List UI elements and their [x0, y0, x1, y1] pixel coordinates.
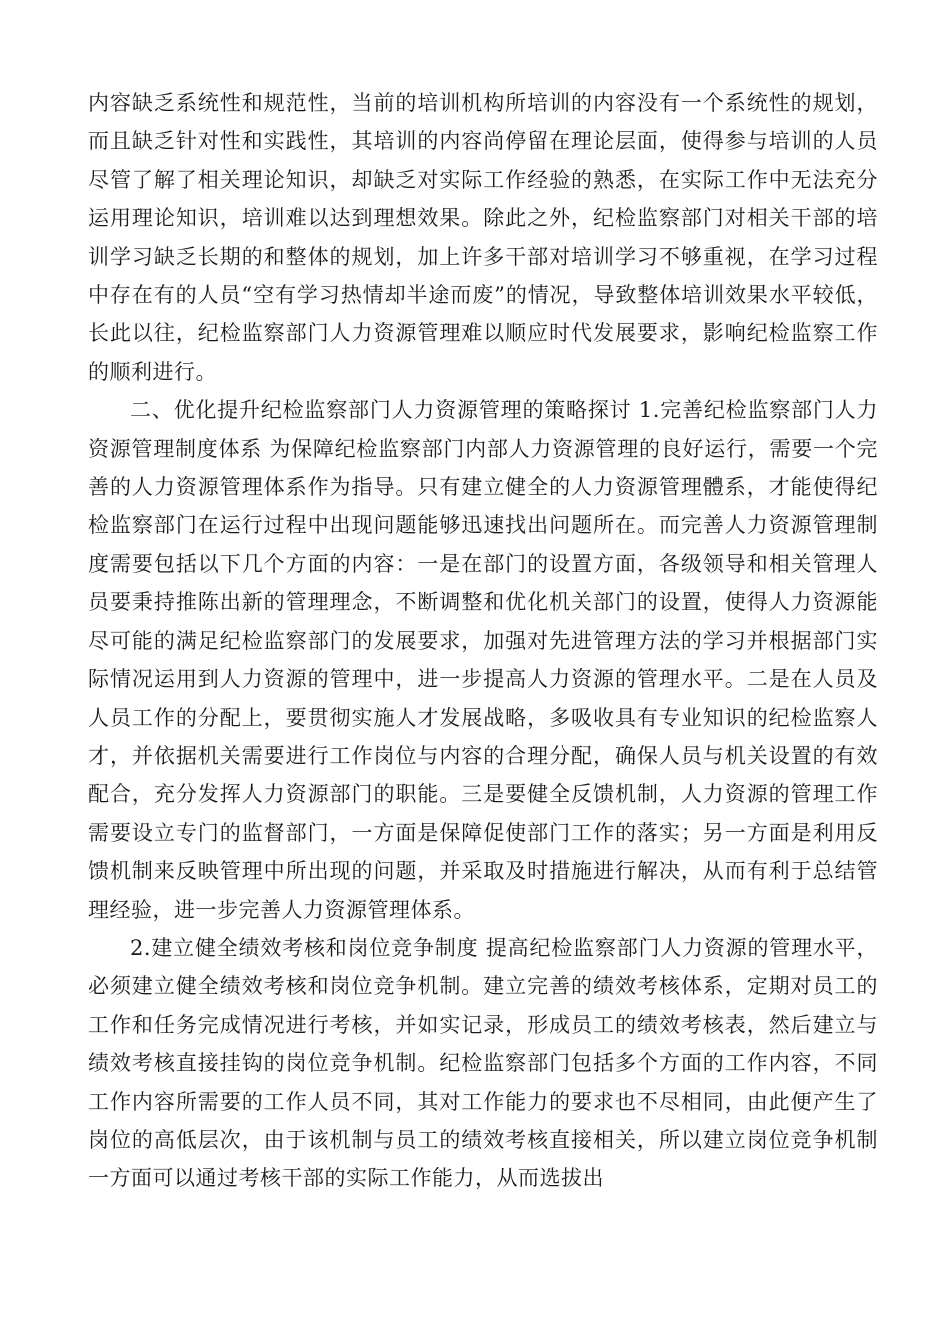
paragraph-section-two: 二、优化提升纪检监察部门人力资源管理的策略探讨 1.完善纪检监察部门人力资源管理制度体系 为保障纪检监察部门内部人力资源管理的良好运行，需要一个完善的人力资源管理体系作为指导。只有建立健全的人力资源管理體系，才能使得纪检监察部门在运行过程中出现问题能够迅速找出问题所在。而完善人力资源管理制度需要包括以下几个方面的内容：一是在部门的设置方面，各级领导和相关管理人员要秉持推陈出新的管理理念，不断调整和优化机关部门的设置，使得人力资源能尽可能的满足纪检监察部门的发展要求，加强对先进管理方法的学习并根据部门实际情况运用到人力资源的管理中，进一步提高人力资源的管理水平。二是在人员及人员工作的分配上，要贯彻实施人才发展战略，多吸收具有专业知识的纪检监察人才，并依据机关需要进行工作岗位与内容的合理分配，确保人员与机关设置的有效配合，充分发挥人力资源部门的职能。三是要健全反馈机制，人力资源的管理工作需要设立专门的监督部门，一方面是保障促使部门工作的落实；另一方面是利用反馈机制来反映管理中所出现的问题，并采取及时措施进行解决，从而有利于总结管理经验，进一步完善人力资源管理体系。: [88, 398, 878, 922]
paragraph-continuation: 内容缺乏系统性和规范性，当前的培训机构所培训的内容没有一个系统性的规划，而且缺乏针对性和实践性，其培训的内容尚停留在理论层面，使得参与培训的人员尽管了解了相关理论知识，却缺乏对实际工作经验的熟悉，在实际工作中无法充分运用理论知识，培训难以达到理想效果。除此之外，纪检监察部门对相关干部的培训学习缺乏长期的和整体的规划，加上许多干部对培训学习不够重视，在学习过程中存在有的人员“空有学习热情却半途而废”的情况，导致整体培训效果水平较低，长此以往，纪检监察部门人力资源管理难以顺应时代发展要求，影响纪检监察工作的顺利进行。: [88, 91, 878, 384]
document-page: [88, 84, 878, 1198]
paragraph-performance-review: 2.建立健全绩效考核和岗位竞争制度 提高纪检监察部门人力资源的管理水平，必须建立健全绩效考核和岗位竞争机制。建立完善的绩效考核体系，定期对员工的工作和任务完成情况进行考核，并如实记录，形成员工的绩效考核表，然后建立与绩效考核直接挂钩的岗位竞争机制。纪检监察部门包括多个方面的工作内容，不同工作内容所需要的工作人员不同，其对工作能力的要求也不尽相同，由此便产生了岗位的高低层次，由于该机制与员工的绩效考核直接相关，所以建立岗位竞争机制一方面可以通过考核干部的实际工作能力，从而选拔出: [88, 935, 878, 1191]
